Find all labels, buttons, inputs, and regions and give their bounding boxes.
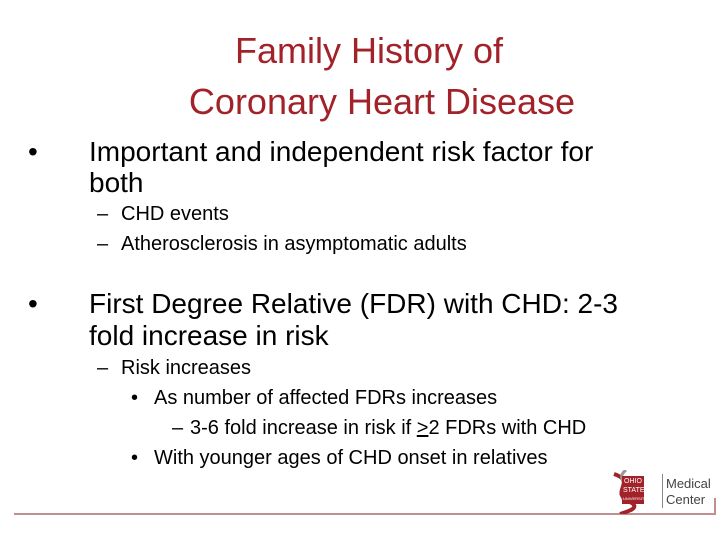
dash-marker: – — [97, 203, 109, 225]
fold-increase-text: 3-6 fold increase in risk if — [190, 417, 417, 439]
osu-medical-center-logo — [608, 470, 726, 514]
dash-marker: – — [97, 357, 109, 379]
sub-item-risk-increases: Risk increases — [121, 357, 252, 379]
logo-center: Center — [666, 492, 706, 507]
dash-marker: – — [172, 417, 184, 439]
sub-item-chd-events: CHD events — [121, 203, 229, 225]
greater-than-symbol: > — [416, 417, 429, 439]
bullet-2-text-cont: fold increase in risk — [89, 320, 329, 351]
bullet-marker: • — [131, 387, 139, 409]
logo-university: UNIVERSITY — [623, 496, 648, 501]
sub-item-atherosclerosis: Atherosclerosis in asymptomatic adults — [121, 233, 467, 255]
fold-increase-text-end: 2 FDRs with CHD — [428, 417, 587, 439]
logo-state: STATE — [623, 487, 645, 494]
logo-ohio: OHIO — [624, 478, 642, 485]
bullet-marker: • — [131, 447, 139, 469]
slide-title-line-2: Coronary Heart Disease — [188, 81, 576, 122]
sub-sub-sub-item-fold-increase — [190, 417, 586, 440]
logo-divider — [662, 474, 663, 508]
sub-sub-item-number-fdrs: As number of affected FDRs increases — [154, 387, 498, 409]
sub-sub-item-younger-ages: With younger ages of CHD onset in relatives — [154, 447, 548, 469]
bullet-2-text: First Degree Relative (FDR) with CHD: 2-3 — [89, 288, 618, 319]
bullet-1-text: Important and independent risk factor for — [89, 136, 594, 167]
dash-marker: – — [97, 233, 109, 255]
bullet-marker: • — [28, 136, 38, 167]
logo-medical: Medical — [666, 476, 711, 491]
slide-title-line-1: Family History of — [234, 30, 504, 71]
bullet-1-text-cont: both — [89, 167, 144, 198]
bullet-marker: • — [28, 288, 38, 319]
